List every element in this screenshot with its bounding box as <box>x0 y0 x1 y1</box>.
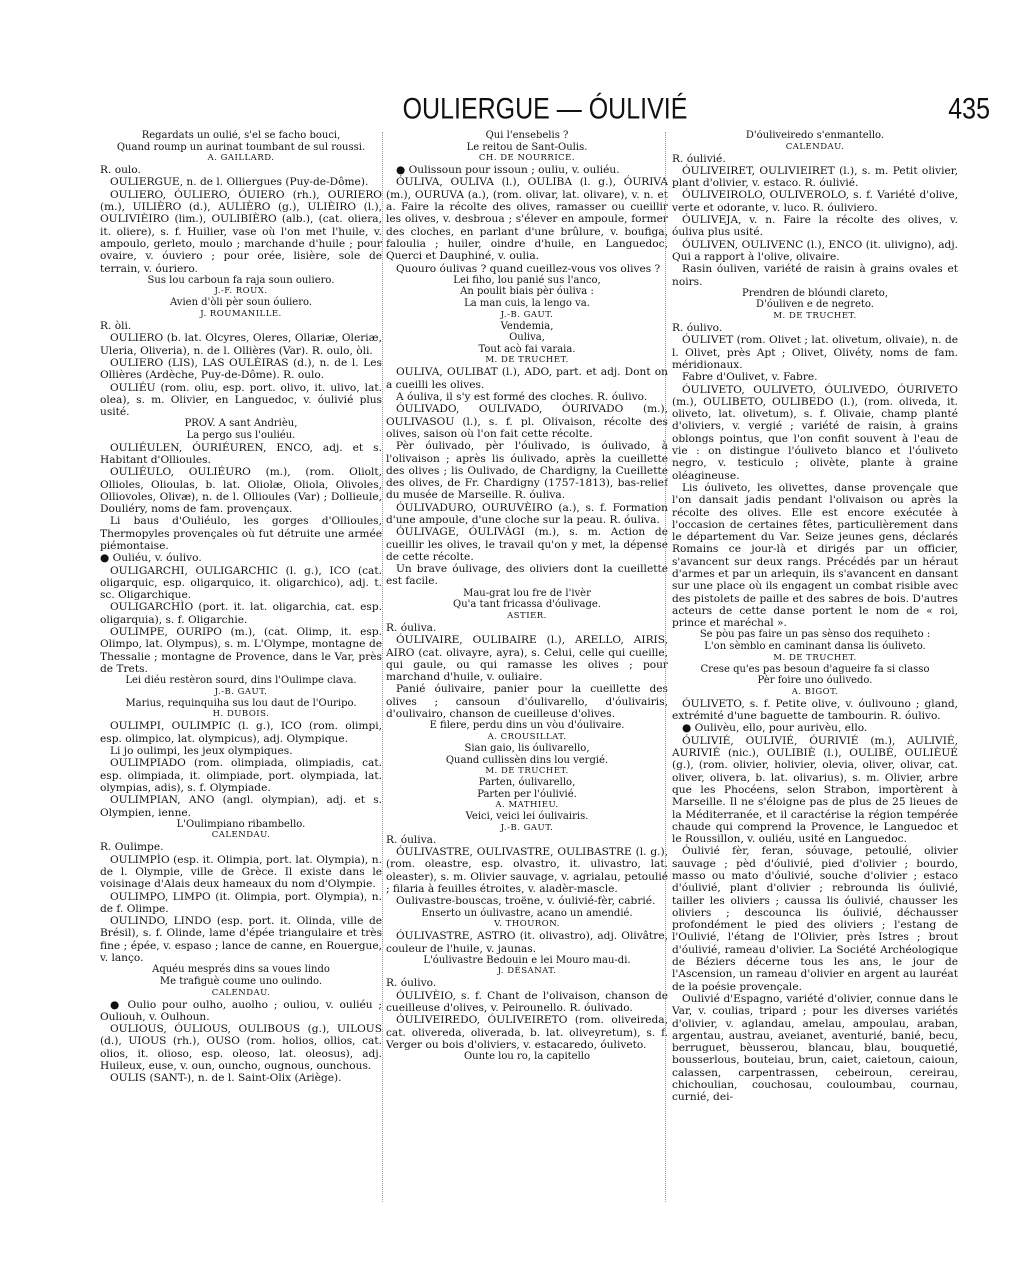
dictionary-entry: ÓULIVA, OULIVA (l.), OULIBA (l. g.), ÓURIVA (m.), OURUVA (a.), (rom. olivar, lat. olivare), v. n. et a. Faire la récolte des olives, ramasser ou cueillir les olives, v. desbroua ; s'élever en ampoule, former des cloches, en parlant d'une brûlure, v. boufiga, faloulia ; huiler, oindre d'huile, en Languedoc, Querci et Dauphiné, v. oulia. <box>386 176 668 263</box>
etymology-reference: R. Oulimpe. <box>100 841 164 854</box>
citation-author: J.-B. GAUT. <box>214 686 268 697</box>
etymology-reference: R. óulivo. <box>386 977 437 990</box>
citation-author: ASTIER. <box>507 610 547 621</box>
dictionary-entry: ÓULIVAIRE, OULIBAIRE (l.), ARELLO, AIRIS, AIRO (cat. olivayre, ayra), s. Celui, celle qui cueille, qui gaule, ou qui ramasse les olives ; pour marchand d'huile, v. ouliaire. <box>386 634 668 684</box>
citation-author: A. MATHIEU. <box>495 800 559 811</box>
dictionary-entry: ● Oulissoun pour issoun ; ouliu, v. ouliéu. <box>396 164 620 177</box>
citation-line: Sian gaio, lis óulivarello, <box>464 742 590 754</box>
column-divider <box>382 132 383 1202</box>
citation-line: Avien d'òli pèr soun óuliero. <box>169 297 313 309</box>
citation-line: L'on sèmblo en caminant dansa lis óuliveto. <box>704 641 926 653</box>
dictionary-entry: A óuliva, il s'y est formé des cloches. R. óulivo. <box>396 391 648 404</box>
dictionary-entry: ÓULIVADO, OULIVADO, ÓURIVADO (m.), OULIVASOU (l.), s. f. pl. Olivaison, récolte des olives, saison où l'on fait cette récolte. <box>386 403 668 440</box>
citation-line: Quand cullissèn dins lou vergié. <box>445 754 609 766</box>
dictionary-entry: ÓULIVADURO, OURUVÈIRO (a.), s. f. Formation d'une ampoule, d'une cloche sur la peau. R. óuliva. <box>386 501 668 526</box>
citation-line: L'Oulimpiano ribambello. <box>176 818 306 830</box>
dictionary-entry: ÓULIVEIROLO, OULIVEROLO, s. f. Variété d'olive, verte et odorante, v. luco. R. óuliviero. <box>672 189 958 214</box>
dictionary-entry: OULIERO, ÓULIERO, ÓUIERO (rh.), OURIERO (m.), UILIÈRO (d.), AULIÈRO (g.), ULIÈIRO (l.), OULIVIÈIRO (lim.), OULIBIÈRO (alb.), (cat. oliera, it. oliere), s. f. Huilier, vase où l'on met l'huile, v. ampoulo, gerleto, moulo ; marchande d'huile ; pour ovaire, v. óuviero ; pour orée, lisière, sole de terrain, v. óuriero. <box>100 188 382 275</box>
citation-author: J. ROUMANILLE. <box>200 309 282 320</box>
dictionary-entry: OULIMPO, LIMPO (it. Olimpia, port. Olympia), n. de f. Olimpe. <box>100 890 382 915</box>
dictionary-entry: ÓULIVETO, OULIVETO, ÓULIVEDO, ÓURIVETO (m.), OULIBETO, OULIBEDO (l.), (rom. oliveda, it. oliveto, lat. olivetum), s. f. Olivaie, champ planté d'oliviers, v. vergié ; variété de raisin, à grains oblongs pointus, que l'on confit souvent à l'eau de vie : on distingue l'óuliveto blanco et l'óuliveto negro, v. testiculo ; olivète, plante à graine oléagineuse. <box>672 383 958 482</box>
citation-line: Parten per l'óulivié. <box>477 788 577 800</box>
citation-line: Qui l'ensebelis ? <box>485 130 569 141</box>
dictionary-entry: OULIÉU (rom. oliu, esp. port. olivo, it. ulivo, lat. olea), s. m. Olivier, en Languedoc, v. óulivié plus usité. <box>100 381 382 419</box>
citation-author: H. DUBOIS. <box>212 709 270 720</box>
citation-author: J.-B. GAUT. <box>500 822 554 833</box>
citation-line: E filere, perdu dins un vòu d'óulivaire. <box>429 720 625 732</box>
citation-line: Enserto un óulivastre, acano un amendié. <box>421 907 633 919</box>
citation-author: M. DE TRUCHET. <box>773 311 857 322</box>
dictionary-entry: OULIMPIADO (rom. olimpiada, olimpiadis, cat. esp. olimpiada, it. olimpiade, port. olympiada, lat. olympias, adis), s. f. Olympiade. <box>100 757 382 794</box>
dictionary-entry: ÓULIVET (rom. Olivet ; lat. olivetum, olivaie), n. de l. Olivet, près Apt ; Olivet, Olivéty, noms de fam. méridionaux. <box>672 334 958 371</box>
dictionary-entry: ÓULIVIÉ, OULIVIÉ, ÓURIVIÉ (m.), AULIVIÉ, AURIVIÉ (nic.), OULIBIÈ (l.), OULIBÉ, OULIÈUÉ (g.), (rom. olivier, holivier, olevia, oliver, olivar, cat. oliver, olivera, b. lat. olivarius), s. m. Olivier, arbre que les Phocéens, selon Strabon, importèrent à Marseille. Il ne s'éloigne pas de plus de 25 lieues de la Méditerranée, et il caractérise la région tempérée chaude qui comprend la Provence, le Languedoc et le Roussillon, v. ouliéu, usité en Languedoc. <box>672 734 958 846</box>
text-column-2 <box>386 130 668 1220</box>
citation-author: CALENDAU. <box>211 830 271 841</box>
etymology-reference: R. óulivié. <box>672 152 726 165</box>
dictionary-entry: ● Oulivèu, ello, pour aurivèu, ello. <box>682 722 868 735</box>
text-column-3 <box>672 130 958 1220</box>
dictionary-entry: OULIMPI, OULIMPIC (l. g.), ICO (rom. olimpi, esp. olimpico, lat. olympicus), adj. Olympique. <box>100 720 382 745</box>
dictionary-entry: ÓULIVEIRET, OULIVIEIRET (l.), s. m. Petit olivier, plant d'olivier, v. estaco. R. óulivié. <box>672 164 958 190</box>
dictionary-entry: OULIGARCHI, OULIGARCHIC (l. g.), ICO (cat. oligarquic, esp. oligarquico, it. oligarchico), adj. t. sc. Oligarchique. <box>100 564 382 602</box>
dictionary-entry: ● Oulio pour oulho, auolho ; ouliou, v. ouliéu ; Ouliouh, v. Oulhoun. <box>100 998 382 1023</box>
citation-author: V. THOURON. <box>494 919 560 930</box>
citation-author: J. DÉSANAT. <box>497 966 557 977</box>
citation-author: M. DE TRUCHET. <box>485 355 569 366</box>
dictionary-entry: Panié óulivaire, panier pour la cueillette des olives ; cansoun d'óulivarello, d'óulivairis, d'oulivairo, chanson de cueilleuse d'olives. <box>386 683 668 721</box>
dictionary-entry: Lis óuliveto, les olivettes, danse provençale que l'on dansait jadis pendant l'olivaison ou après la récolte des olives. Elle est encore exécutée à l'occasion de certaines fêtes, particulièrement dans le département du Var. Seize jeunes gens, déclarés Romains ce jour-là et dirigés par un officier, s'avancent sur deux rangs. Précédés par un héraut d'armes et par un arlequin, ils s'avancent en dansant sur une place où ils engagent un combat risible avec des pistolets de paille et des sabres de bois. D'autres acteurs de cette danse portent le nom de « roi, prince et maréchal ». <box>672 481 958 630</box>
dictionary-entry: OULIMPÌO (esp. it. Olimpia, port. lat. Olympia), n. de l. Olympie, ville de Grèce. Il existe dans le voisinage d'Alais deux hameaux du nom d'Olympie. <box>100 853 382 891</box>
citation-line: La man cuis, la lengo va. <box>464 298 590 310</box>
citation-line: Vendemia, <box>500 320 554 332</box>
etymology-reference: R. óuliva. <box>386 833 437 846</box>
citation-line: Le reitou de Sant-Oulis. <box>466 141 588 153</box>
etymology-reference: R. óulivo. <box>672 322 723 335</box>
citation-author: M. DE TRUCHET. <box>485 766 569 777</box>
citation-line: Veici, veici lei óulivairis. <box>465 811 589 823</box>
etymology-reference: R. óuliva. <box>386 621 437 634</box>
citation-line: Prendren de blóundi clareto, <box>741 287 889 299</box>
citation-author: M. DE TRUCHET. <box>773 652 857 663</box>
citation-author: A. CROUSILLAT. <box>487 731 567 742</box>
dictionary-entry: Rasin óuliven, variété de raisin à grains ovales et noirs. <box>672 263 958 288</box>
citation-line: Qu'a tant fricassa d'óulivage. <box>453 599 601 611</box>
dictionary-entry: Oulivié d'Espagno, variété d'olivier, connue dans le Var, v. coulias, tripard ; pour les diverses variétés d'olivier, v. aglandau, amelau, ampoulau, araban, argentau, austrau, aveianet, aventurié, banié, becu, berruguet, bèusserou, blancau, blau, bouquetié, bousserlous, bouteiau, brun, caiet, caietoun, caioun, calassen, carpentrassen, cebeiroun, cereirau, chichoulian, couchosau, couloumbau, cournau, curnié, dei- <box>672 992 958 1104</box>
dictionary-entry: ÓULIVEIREDO, ÓULIVEIRETO (rom. oliveireda, cat. olivereda, oliverada, b. lat. oliveyretum), s. f. Verger ou bois d'oliviers, v. estacaredo, óuliveto. <box>386 1014 668 1051</box>
citation-line: Lei diéu restèron sourd, dins l'Oulimpe clava. <box>125 675 357 687</box>
dictionary-entry: OULIERO (LIS), LAS OULÈIRAS (d.), n. de l. Les Ollières (Ardèche, Puy-de-Dôme). R. oulo. <box>100 356 382 382</box>
dictionary-entry: Fabre d'Oulivet, v. Fabre. <box>682 371 818 384</box>
citation-line: Me trafiguè coume uno oulindo. <box>159 975 323 987</box>
citation-line: An poulit biais pèr óuliva : <box>460 286 594 298</box>
page-number: 435 <box>948 92 990 126</box>
dictionary-entry: ÓULIVASTRE, ASTRO (it. olivastro), adj. Olivâtre, couleur de l'huile, v. jaunas. <box>386 930 668 955</box>
citation-line: D'óuliven e de negreto. <box>756 299 874 311</box>
citation-author: CALENDAU. <box>211 987 271 998</box>
dictionary-entry: OULIOUS, ÓULIOUS, OULIBOUS (g.), UILOUS (d.), UIOUS (rh.), OUSO (rom. holios, ollios, cat. olios, it. olioso, esp. oleoso, lat. oleosus), adj. Huileux, euse, v. oun, ouncho, ougnous, ounchous. <box>100 1023 382 1073</box>
dictionary-entry: ÓULIVEJA, v. n. Faire la récolte des olives, v. óuliva plus usité. <box>672 214 958 239</box>
citation-line: Crese qu'es pas besoun d'agueire fa si classo <box>700 663 930 675</box>
page-header <box>100 92 990 126</box>
citation-author: CALENDAU. <box>785 141 845 152</box>
citation-line: Quand roump un aurinat toumbant de sul roussi. <box>116 141 366 153</box>
dictionary-entry: OULIS (SANT-), n. de l. Saint-Olix (Ariège). <box>110 1072 342 1085</box>
citation-line: Mau-grat lou fre de l'ivèr <box>463 587 591 599</box>
citation-author: A. GAILLARD. <box>207 153 275 164</box>
etymology-reference: R. oulo. <box>100 164 141 177</box>
dictionary-entry: ÓULIVASTRE, OULIVASTRE, OULIBASTRE (l. g.), (rom. oleastre, esp. olvastro, it. ulivastro, lat. oleaster), s. m. Olivier sauvage, v. agrialau, petoulié ; filaria à feuilles étroites, v. aladèr-mascle. <box>386 846 668 896</box>
citation-line: D'óuliveiredo s'enmantello. <box>745 130 885 141</box>
column-divider <box>665 132 666 1202</box>
citation-line: Regardats un oulié, s'el se facho bouci, <box>141 130 341 141</box>
citation-line: Lei fiho, lou panié sus l'anco, <box>453 274 601 286</box>
etymology-reference: R. òli. <box>100 320 132 333</box>
dictionary-entry: Li jo oulimpi, les jeux olympiques. <box>110 745 293 758</box>
citation-line: Aquéu mesprés dins sa voues lindo <box>152 964 330 976</box>
citation-line: Tout acò fai varaia. <box>478 343 576 355</box>
dictionary-entry: Quouro óulivas ? quand cueillez-vous vos olives ? <box>396 262 661 275</box>
dictionary-entry: OULIÉULO, OULIÉURO (m.), (rom. Oliolt, Ollioles, Olioulas, b. lat. Oliolæ, Oliola, Olivoles, Olliovoles, Olivæ), n. de l. Ollioules (Var) ; Dollieule, Douliéry, noms de fam. provençaux. <box>100 466 382 516</box>
dictionary-entry: Óulivié fèr, feran, sóuvage, petoulié, olivier sauvage ; pèd d'óulivié, pied d'olivier ; bourdo, masso ou mato d'óulivié, souche d'olivier ; estaco d'óulivié, plant d'olivier ; rebrounda lis óulivié, tailler les oliviers ; caussa lis óulivié, chausser les oliviers ; descounca lis óulivié, déchausser profondément le pied des oliviers ; l'estang de l'Oulivié, l'étang de l'Olivier, près Istres ; brout d'óulivié, rameau d'olivier. La Société Archéologique de Béziers décerne tous les ans, le jour de l'Ascension, un rameau d'olivier en argent au lauréat de la poésie provençale. <box>672 845 958 993</box>
dictionary-entry: Oulivastre-bouscas, troëne, v. óulivié-fèr, cabrié. <box>396 895 656 908</box>
dictionary-entry: OULIMPIAN, ANO (angl. olympian), adj. et s. Olympien, ienne. <box>100 794 382 819</box>
dictionary-entry: OULINDO, LINDO (esp. port. it. Olinda, ville de Brésil), s. f. Olinde, lame d'épée triangulaire et très fine ; épée, v. espaso ; lance de canne, en Rouergue, v. lanço. <box>100 915 382 965</box>
dictionary-entry: OULIÉULEN, ÓURIÉUREN, ENCO, adj. et s. Habitant d'Ollioules. <box>100 441 382 466</box>
citation-line: Parten, óulivarello, <box>478 777 576 789</box>
citation-line: Ounte lou ro, la capitello <box>463 1051 591 1063</box>
dictionary-entry: Li baus d'Ouliéulo, les gorges d'Ollioules, Thermopyles provençales où fut détruite une armée piémontaise. <box>100 515 382 552</box>
dictionary-entry: Un brave óulivage, des oliviers dont la cueillette est facile. <box>386 563 668 588</box>
dictionary-entry: ÓULIVETO, s. f. Petite olive, v. óulivouno ; gland, extrémité d'une baguette de tambourin. R. óulivo. <box>672 697 958 723</box>
etymology-reference: ● Ouliéu, v. óulivo. <box>100 552 202 565</box>
dictionary-entry: OULIGARCHÌO (port. it. lat. oligarchia, cat. esp. oligarquia), s. f. Oligarchie. <box>100 601 382 626</box>
citation-author: J.-B. GAUT. <box>500 309 554 320</box>
citation-author: J.-F. ROUX. <box>214 286 268 297</box>
running-head: OULIERGUE — ÓULIVIÉ <box>402 92 688 126</box>
citation-line: PROV. A sant Andrièu, <box>184 418 298 430</box>
dictionary-entry: ÓULIVEN, OULIVENC (l.), ENCO (it. ulivigno), adj. Qui a rapport à l'olive, olivaire. <box>672 238 958 263</box>
citation-line: Marius, requinquiha sus lou daut de l'Ouripo. <box>125 697 357 709</box>
citation-author: CH. DE NOURRICE. <box>478 153 576 164</box>
citation-line: Se pòu pas faire un pas sènso dos requiheto : <box>699 629 931 641</box>
dictionary-entry: OULIERO (b. lat. Olcyres, Oleres, Ollariæ, Oleriæ, Uleria, Oliveria), n. de l. Ollières (Var). R. oulo, òli. <box>100 332 382 357</box>
dictionary-entry: Pèr óulivado, pèr l'óulivado, is óulivado, à l'olivaison ; après lis óulivado, après la cueillette des olives ; lis Oulivado, de Chardigny, la Cueillette des olives, de Fr. Chardigny (1757-1813), bas-relief du musée de Marseille. R. óuliva. <box>386 440 668 502</box>
citation-author: A. BIGOT. <box>791 686 839 697</box>
dictionary-entry: ÓULIVÈIO, s. f. Chant de l'olivaison, chanson de cueilleuse d'olives, v. Peirounello. R. óulivado. <box>386 989 668 1015</box>
dictionary-entry: OULIVA, OULIBAT (l.), ADO, part. et adj. Dont on a cueilli les olives. <box>386 366 668 391</box>
citation-line: Ouliva, <box>509 332 545 344</box>
dictionary-entry: OULIMPE, OURIPO (m.), (cat. Olimp, it. esp. Olimpo, lat. Olympus), s. m. L'Olympe, montagne de Thessalie ; montagne de Provence, dans le Var, près de Trets. <box>100 626 382 675</box>
citation-line: Sus lou carboun fa raja soun ouliero. <box>147 274 335 286</box>
dictionary-entry: OULIERGUE, n. de l. Olliergues (Puy-de-Dôme). <box>110 176 369 189</box>
text-column-1 <box>100 130 382 1220</box>
dictionary-entry: ÓULIVAGE, ÓULIVÀGI (m.), s. m. Action de cueillir les olives, le travail qu'on y met, la dépense de cette récolte. <box>386 526 668 563</box>
citation-line: L'óulivastre Bedouin e lei Mouro mau-di. <box>423 954 631 966</box>
citation-line: Pèr foire uno óulivedo. <box>757 675 873 687</box>
citation-line: La pergo sus l'ouliéu. <box>186 430 296 442</box>
